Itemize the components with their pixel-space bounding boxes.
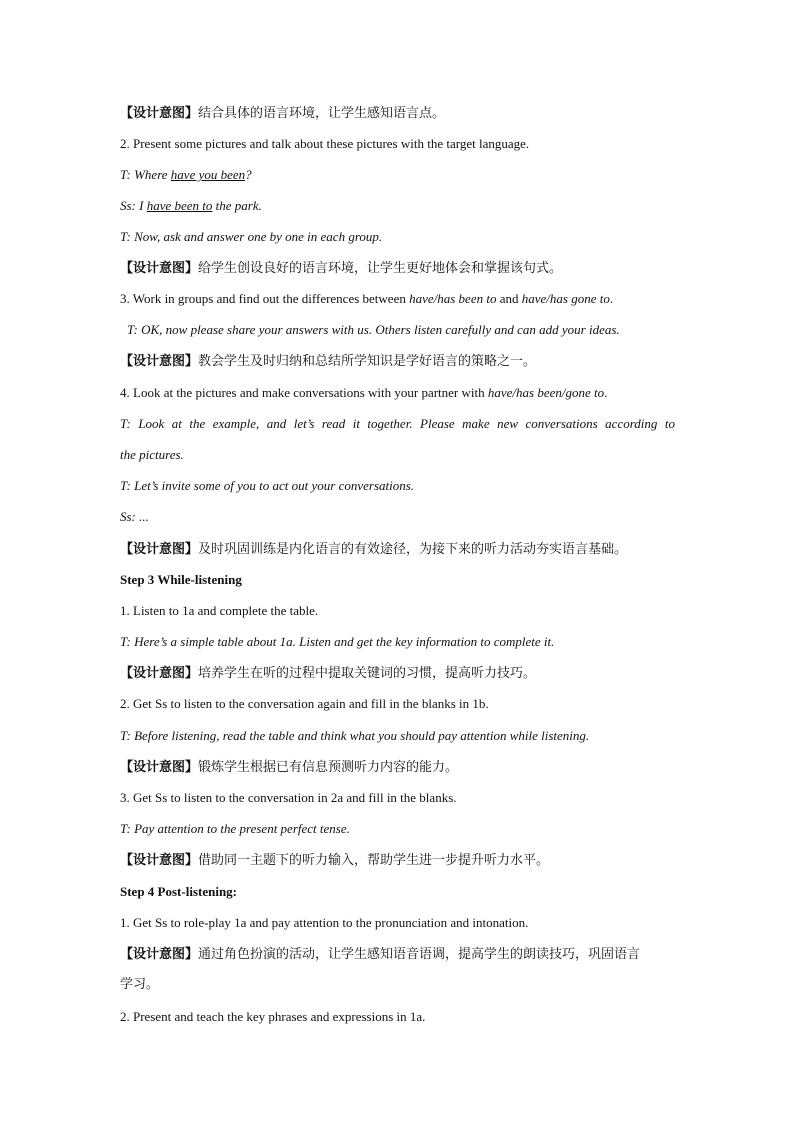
dialogue-line: T: Before listening, read the table and think what you should pay attention while listening. bbox=[120, 728, 590, 743]
dialogue-line: T: Pay attention to the present perfect tense. bbox=[120, 821, 350, 836]
design-intent-tag: 【设计意图】 bbox=[120, 853, 199, 868]
italic-phrase: have/has been/gone to bbox=[487, 385, 605, 400]
step-item-3 bbox=[120, 290, 675, 308]
dialogue-text: ? bbox=[245, 167, 252, 182]
underlined-phrase: have been to bbox=[146, 198, 213, 213]
dialogue-text: the park. bbox=[212, 198, 262, 213]
underlined-phrase: have you been bbox=[170, 167, 246, 182]
dialogue-text: T: Where bbox=[120, 167, 171, 182]
dialogue-line: the pictures. bbox=[120, 447, 184, 462]
step-item-1: 1. Listen to 1a and complete the table. bbox=[120, 603, 319, 618]
paragraph-text: 通过角色扮演的活动，让学生感知语音语调，提高学生的朗读技巧，巩固语言 bbox=[198, 947, 641, 962]
italic-phrase: have/has been to bbox=[409, 291, 497, 306]
dialogue-line: T: Here’s a simple table about 1a. Listen and get the key information to complete it. bbox=[120, 634, 555, 649]
paragraph-text: 培养学生在听的过程中提取关键词的习惯，提高听力技巧。 bbox=[198, 666, 537, 681]
dialogue-line: T: Look at the example, and let’s read it together. Please make new conversations according to bbox=[120, 416, 675, 431]
dialogue-line: T: Let’s invite some of you to act out your conversations. bbox=[120, 478, 415, 493]
paragraph-continuation: 学习。 bbox=[120, 977, 160, 992]
paragraph-text: and bbox=[496, 291, 522, 306]
paragraph-text: 3. Work in groups and find out the differences between bbox=[120, 291, 410, 306]
paragraph-text: 锻炼学生根据已有信息预测听力内容的能力。 bbox=[198, 760, 459, 775]
design-intent-tag: 【设计意图】 bbox=[120, 542, 199, 557]
dialogue-line bbox=[120, 166, 675, 184]
design-intent-tag: 【设计意图】 bbox=[120, 947, 199, 962]
design-intent-tag: 【设计意图】 bbox=[120, 261, 199, 276]
paragraph-text: 结合具体的语言环境，让学生感知语言点。 bbox=[198, 106, 446, 121]
dialogue-line: T: OK, now please share your answers with us. Others listen carefully and can add your ideas. bbox=[127, 322, 620, 337]
paragraph-text: 借助同一主题下的听力输入，帮助学生进一步提升听力水平。 bbox=[198, 853, 550, 868]
italic-phrase: have/has gone to bbox=[521, 291, 610, 306]
dialogue-line: T: Now, ask and answer one by one in each group. bbox=[120, 229, 383, 244]
paragraph-text: 教会学生及时归纳和总结所学知识是学好语言的策略之一。 bbox=[198, 354, 537, 369]
design-intent-7 bbox=[120, 851, 675, 870]
paragraph-text: 给学生创设良好的语言环境，让学生更好地体会和掌握该句式。 bbox=[198, 261, 563, 276]
step-item-2: 2. Present and teach the key phrases and expressions in 1a. bbox=[120, 1009, 426, 1024]
design-intent-8 bbox=[120, 945, 675, 964]
step-item-1: 1. Get Ss to role-play 1a and pay attention to the pronunciation and intonation. bbox=[120, 915, 529, 930]
paragraph-text: 及时巩固训练是内化语言的有效途径，为接下来的听力活动夯实语言基础。 bbox=[198, 542, 628, 557]
dialogue-line bbox=[120, 197, 675, 215]
paragraph-text: . bbox=[604, 385, 608, 400]
design-intent-1 bbox=[120, 104, 675, 123]
design-intent-tag: 【设计意图】 bbox=[120, 666, 199, 681]
paragraph-text: 4. Look at the pictures and make conversations with your partner with bbox=[120, 385, 488, 400]
design-intent-2 bbox=[120, 259, 675, 278]
paragraph-text: . bbox=[609, 291, 614, 306]
design-intent-6 bbox=[120, 758, 675, 777]
step-item-3: 3. Get Ss to listen to the conversation in 2a and fill in the blanks. bbox=[120, 790, 457, 805]
dialogue-text: Ss: I bbox=[120, 198, 147, 213]
design-intent-tag: 【设计意图】 bbox=[120, 760, 199, 775]
section-heading: Step 3 While-listening bbox=[120, 572, 242, 587]
design-intent-tag: 【设计意图】 bbox=[120, 106, 199, 121]
design-intent-3 bbox=[120, 352, 675, 371]
step-item-2: 2. Present some pictures and talk about these pictures with the target language. bbox=[120, 136, 530, 151]
design-intent-5 bbox=[120, 664, 675, 683]
dialogue-line: Ss: ... bbox=[120, 509, 149, 524]
section-heading: Step 4 Post-listening: bbox=[120, 884, 237, 899]
step-item-2: 2. Get Ss to listen to the conversation again and fill in the blanks in 1b. bbox=[120, 696, 489, 711]
design-intent-4 bbox=[120, 540, 675, 559]
step-item-4 bbox=[120, 384, 675, 402]
design-intent-tag: 【设计意图】 bbox=[120, 354, 199, 369]
